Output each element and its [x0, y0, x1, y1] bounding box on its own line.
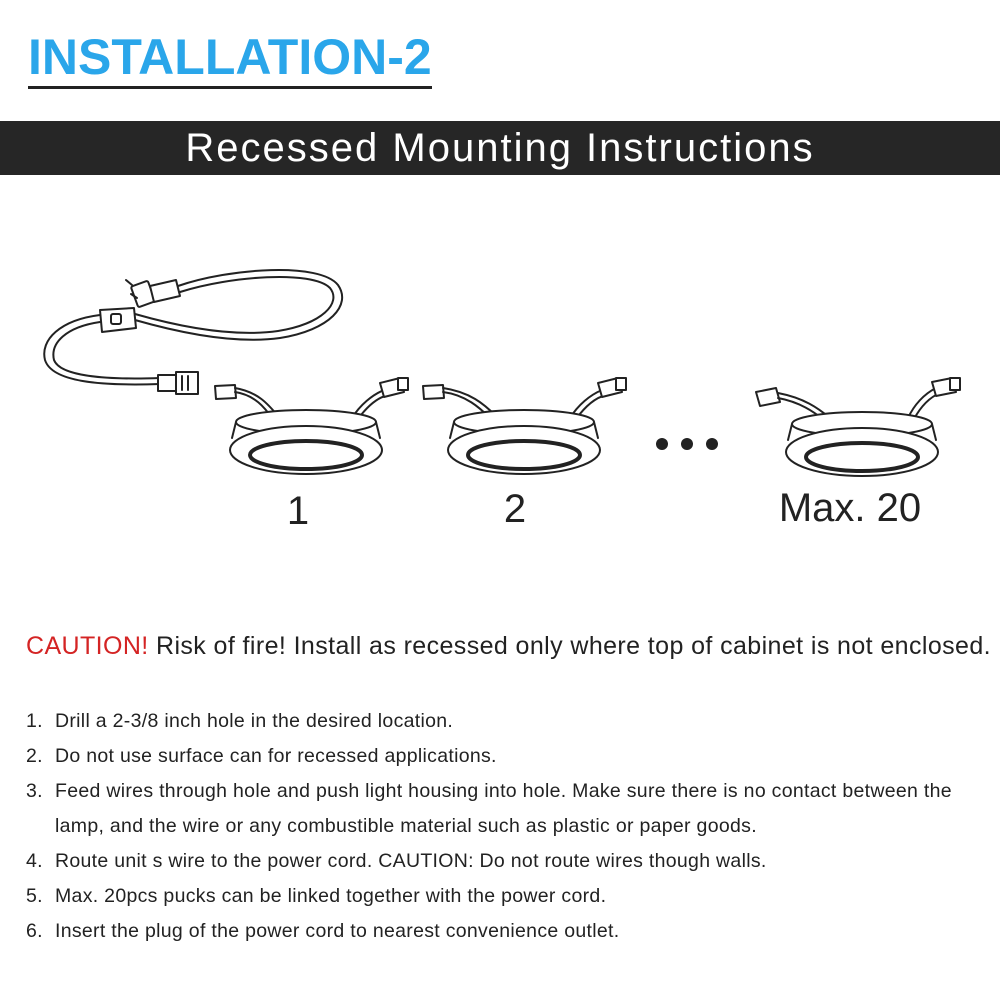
puck-label: 1 [286, 489, 310, 533]
section-banner: Recessed Mounting Instructions [0, 121, 1000, 175]
puck-label: 2 [503, 487, 527, 531]
list-item [26, 739, 976, 774]
list-item [26, 774, 976, 844]
step-number: 6. [26, 920, 43, 942]
puck-light-icon [215, 378, 408, 474]
puck-light-icon [756, 378, 960, 476]
instruction-list [26, 704, 976, 949]
wiring-diagram [0, 230, 1000, 550]
step-text: Feed wires through hole and push light housing into hole. Make sure there is no contact between the lamp, and the wire or any combustible material such as plastic or paper goods. [55, 780, 952, 837]
caution-note [26, 628, 996, 664]
step-text: Insert the plug of the power cord to nearest convenience outlet. [55, 920, 620, 942]
step-text: Max. 20pcs pucks can be linked together with the power cord. [55, 885, 607, 907]
step-number: 3. [26, 780, 43, 802]
step-text: Route unit s wire to the power cord. CAUTION: Do not route wires though walls. [55, 850, 767, 872]
puck-light-icon [423, 378, 626, 474]
list-item [26, 914, 976, 949]
caution-label: CAUTION! [26, 632, 149, 660]
step-number: 1. [26, 710, 43, 732]
step-number: 4. [26, 850, 43, 872]
power-cord-icon [44, 270, 342, 394]
step-number: 2. [26, 745, 43, 767]
puck-label: Max. 20 [778, 486, 922, 530]
caution-text: Risk of fire! Install as recessed only where top of cabinet is not enclosed. [148, 632, 991, 660]
step-text: Do not use surface can for recessed applications. [55, 745, 497, 767]
ellipsis-dots [656, 438, 718, 450]
list-item [26, 704, 976, 739]
step-text: Drill a 2-3/8 inch hole in the desired location. [55, 710, 454, 732]
list-item [26, 844, 976, 879]
list-item [26, 879, 976, 914]
page-title: INSTALLATION-2 [28, 28, 432, 89]
step-number: 5. [26, 885, 43, 907]
